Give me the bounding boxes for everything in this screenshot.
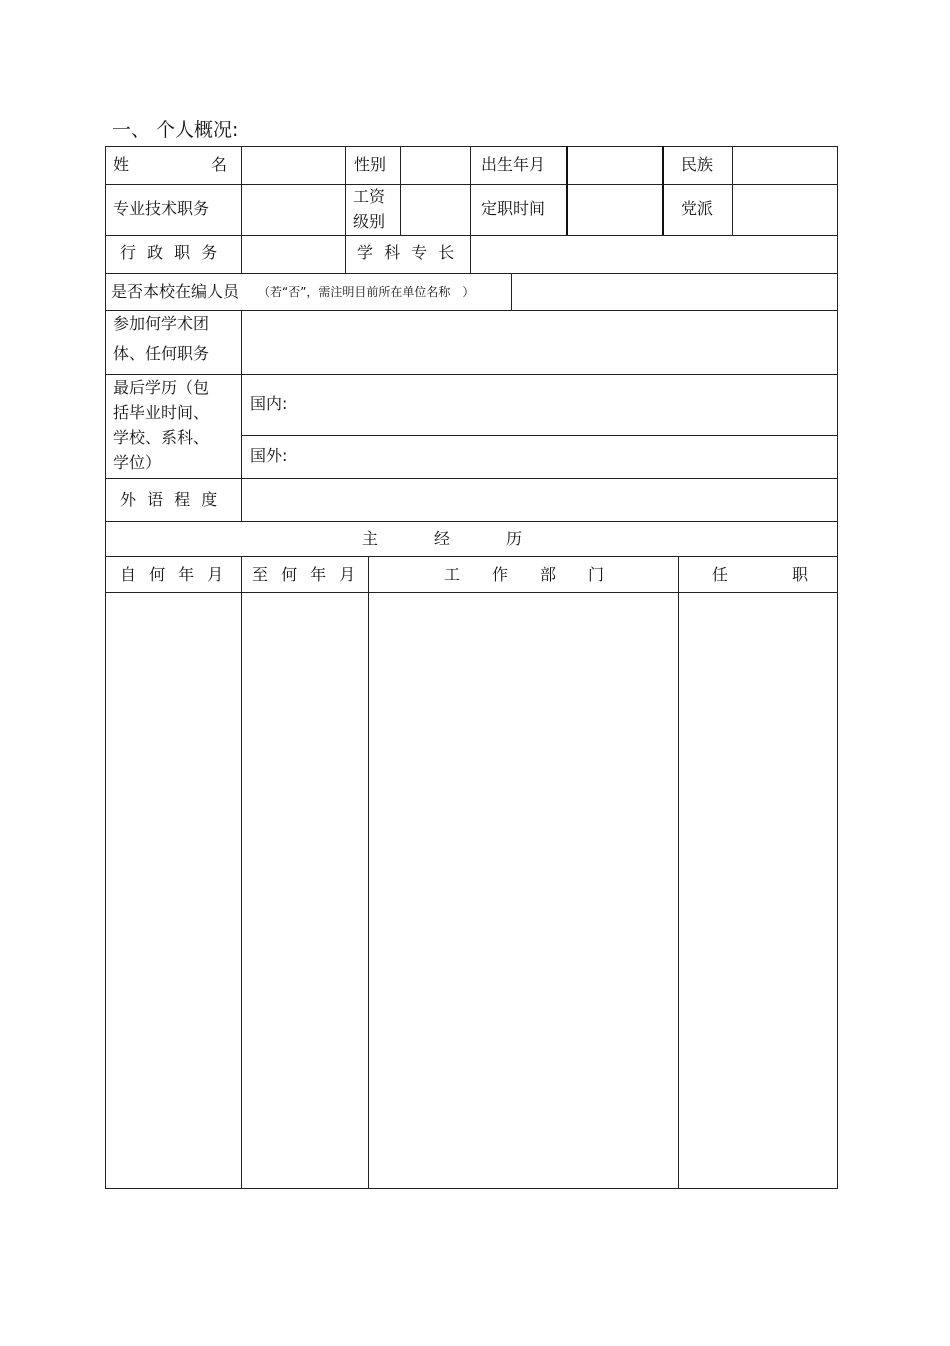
row-divider	[105, 556, 838, 557]
staff-status-note: （若“否”，需注明目前所在单位名称 ）	[258, 285, 475, 299]
col-divider	[241, 310, 242, 521]
salary-grade-label-1: 工资	[353, 187, 386, 206]
row-divider	[105, 592, 838, 593]
row-divider	[241, 435, 838, 436]
education-label-1: 最后学历（包	[113, 378, 210, 397]
row-divider	[105, 521, 838, 522]
col-divider	[241, 556, 242, 1189]
col-divider	[511, 273, 512, 310]
col-divider	[400, 146, 401, 235]
col-divider	[678, 556, 679, 1189]
row-divider	[105, 273, 838, 274]
education-label-2: 括毕业时间、	[113, 403, 210, 422]
birth-date-label: 出生年月	[481, 155, 546, 174]
col-divider	[662, 146, 664, 235]
gender-label: 性别	[354, 155, 387, 174]
education-label-4: 学位）	[113, 453, 162, 472]
to-date-header: 至 何 年 月	[252, 565, 360, 584]
domestic-label: 国内:	[250, 394, 288, 413]
education-label-3: 学校、系科、	[113, 428, 210, 447]
foreign-language-label: 外 语 程 度	[120, 490, 221, 509]
ethnicity-label: 民族	[681, 155, 714, 174]
col-divider	[345, 146, 346, 274]
specialty-label: 学 科 专 长	[357, 243, 458, 262]
admin-position-label: 行 政 职 务	[120, 243, 221, 262]
appointment-date-label: 定职时间	[481, 199, 546, 218]
row-divider	[105, 478, 838, 479]
staff-status-label: 是否本校在编人员	[111, 282, 240, 301]
col-divider	[368, 556, 369, 1189]
experience-header	[362, 529, 524, 549]
row-divider	[105, 184, 838, 185]
name-label-a: 姓	[113, 155, 130, 174]
name-label-b: 名	[211, 155, 228, 174]
row-divider	[105, 310, 838, 311]
party-label: 党派	[681, 199, 714, 218]
col-divider	[566, 146, 568, 235]
col-divider	[470, 146, 471, 274]
row-divider	[105, 374, 838, 375]
row-divider	[105, 235, 838, 236]
from-date-header: 自 何 年 月	[120, 565, 228, 584]
experience-header-text: 主 经 历	[362, 529, 525, 548]
col-divider	[241, 146, 242, 274]
personal-info-table	[105, 146, 838, 1189]
academic-society-label-1: 参加何学术团	[113, 314, 210, 333]
position-header: 任 职	[712, 565, 809, 584]
abroad-label: 国外:	[250, 446, 288, 465]
section-title: 一、 个人概况:	[112, 119, 239, 141]
academic-society-label-2: 体、任何职务	[113, 344, 210, 363]
professional-title-label: 专业技术职务	[113, 199, 210, 218]
department-header: 工 作 部 门	[444, 565, 605, 584]
col-divider	[732, 146, 733, 235]
salary-grade-label-2: 级别	[353, 212, 386, 231]
